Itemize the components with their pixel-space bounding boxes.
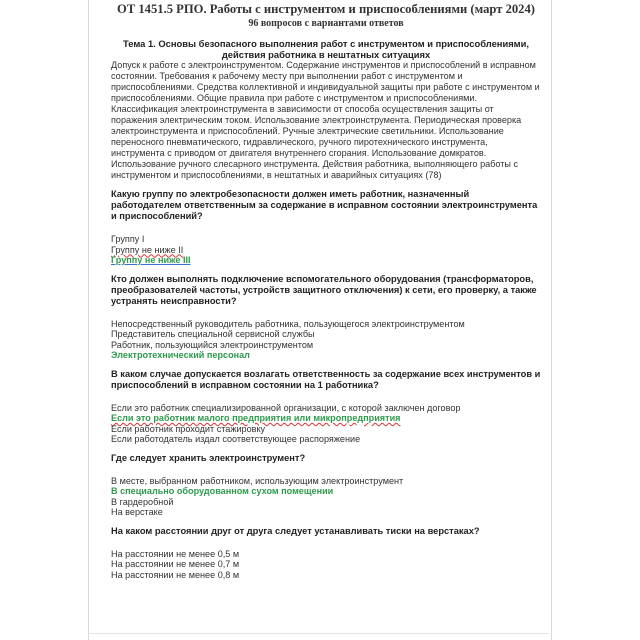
answer-option: В гардеробной [111,496,174,507]
question-text: Какую группу по электробезопасности должен иметь работник, назначенный работодателем ответственным за содержание в исправном состоянии электроинструмента и приспособлений? [111,189,538,221]
answer-option: В месте, выбранном работником, использующим электроинструмент [111,475,404,486]
answer-option: Непосредственный руководитель работника, пользующегося электроинструментом [111,318,465,329]
answer-option: На верстаке [111,507,163,517]
question-text: В каком случае допускается возлагать ответственность за содержание всех инструментов и приспособлений в исправном состоянии на 1 работника? [111,368,541,390]
answer-list [111,319,541,361]
topic-body: Допуск к работе с электроинструментом. Содержание инструментов и приспособлений в исправном состоянии. Требования к рабочему месту при выполнении работ с инструментом и приспособлениями. Средства коллективной и индивидуальной защиты при работе с инструментом и приспособлениями. Общие правила при работе с инструментом и приспособлениями. Классификация электроинструмента в зависимости от способа осуществления защиты от поражения электрическим током. Использование электроинструмента. Периодическая проверка электроинструмента и приспособлений. Ручные электрические светильники. Использование переносного пневматического, гидравлического, ручного пиротехнического инструмента, инструмента с приводом от двигателя внутреннего сгорания. Использование домкратов. Использование ручного слесарного инструмента. Действия работника, выполняющего работы с инструментом и приспособлениями, в нештатных и аварийных ситуациях (78) [111,60,540,180]
answer-list [111,476,541,518]
answer-list [111,549,541,581]
answer-option-correct: В специально оборудованном сухом помещении [111,486,334,496]
question-text: Кто должен выполнять подключение вспомогательного оборудования (трансформаторов, преобразователей частоты, устройств защитного отключения) к сети, его проверку, а также устранять неисправности? [111,273,537,306]
answer-option-correct: Группу не ниже III [111,255,191,265]
answer-option: На расстоянии не менее 0,8 м [111,569,240,580]
question-text: На каком расстоянии друг от друга следует устанавливать тиски на верстаках? [111,525,480,536]
answer-option: Группу не ниже II [111,244,184,255]
answer-option: На расстоянии не менее 0,7 м [111,559,240,569]
answer-option: На расстоянии не менее 0,5 м [111,548,240,559]
question-text: Где следует хранить электроинструмент? [111,452,306,463]
document-page [88,0,552,640]
answer-option: Представитель специальной сервисной службы [111,329,315,339]
answer-option: Если это работник специализированной организации, с которой заключен договор [111,402,461,413]
answer-option: Если работодатель издал соответствующее распоряжение [111,434,361,444]
topic-heading: Тема 1. Основы безопасного выполнения работ с инструментом и приспособлениями, действия работника в нештатных ситуациях [122,38,529,60]
answer-list [111,403,541,445]
answer-option: Работник, пользующийся электроинструментом [111,339,314,350]
answer-option: Если работник проходит стажировку [111,423,266,434]
document-subtitle: 96 вопросов с вариантами ответов [248,18,404,29]
answer-option-correct: Электротехнический персонал [111,350,250,360]
page-bottom-edge [88,633,550,634]
answer-option: Группу I [111,234,145,244]
document-content [111,2,541,588]
answer-list [111,234,541,266]
document-title: ОТ 1451.5 РПО. Работы с инструментом и приспособлениями (март 2024) [117,2,535,16]
answer-option-correct: Если это работник малого предприятия или микропредприятия [111,413,401,423]
